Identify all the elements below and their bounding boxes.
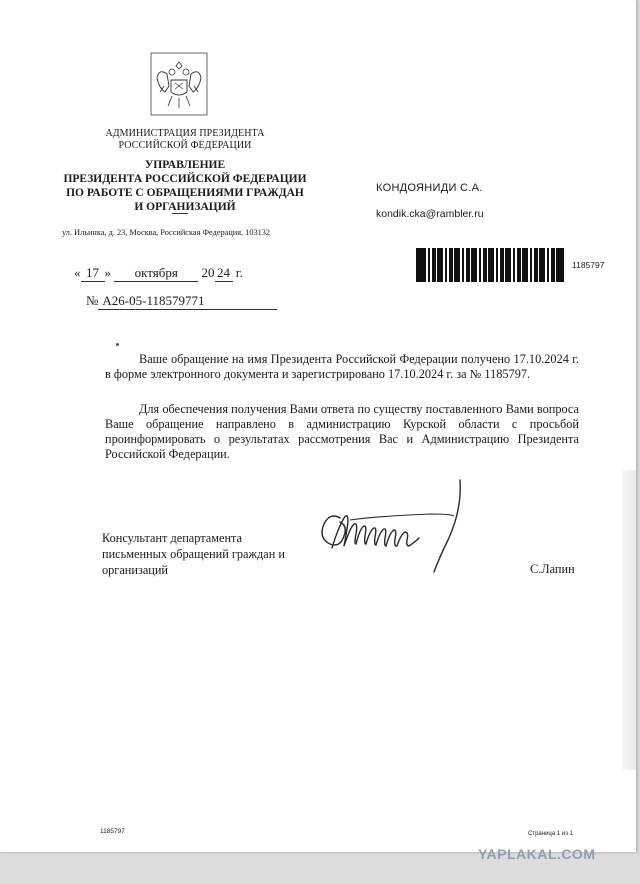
administration-name	[100, 128, 270, 152]
date-quote-close: »	[104, 265, 111, 280]
coat-of-arms-emblem-icon	[150, 52, 208, 116]
page-edge-shadow	[622, 470, 636, 770]
registration-prefix: №	[86, 293, 99, 308]
body-paragraph: Для обеспечения получения Вами ответа по существу поставленного Вами вопроса Ваше обращение направлено в администрацию Курской области с просьбой проинформировать о результатах рассмотрения Вас и Администрацию Президента Российской Федерации.	[105, 402, 579, 461]
signer-title-line: Консультант департамента	[102, 531, 243, 545]
signer-name: С.Лапин	[530, 562, 575, 576]
admin-line: РОССИЙСКОЙ ФЕДЕРАЦИИ	[118, 140, 252, 151]
barcode-icon	[416, 248, 564, 282]
site-watermark: YAPLAKAL.COM	[478, 846, 596, 862]
date-quote-open: «	[74, 265, 81, 280]
ink-dot	[116, 343, 119, 346]
handwritten-signature-icon	[310, 474, 480, 578]
dept-line: УПРАВЛЕНИЕ	[144, 159, 226, 171]
registration-number	[86, 293, 277, 310]
recipient-email: kondik.cka@rambler.ru	[376, 208, 484, 220]
registration-value: А26-05-118579771	[98, 293, 277, 310]
department-name	[60, 158, 310, 214]
signer-title-line: письменных обращений граждан и	[102, 547, 285, 561]
sender-address: ул. Ильинка, д. 23, Москва, Российская Федерация, 103132	[62, 228, 271, 237]
footer-document-id: 1185797	[100, 828, 125, 835]
body-paragraph: Ваше обращение на имя Президента Российской Федерации получено 17.10.2024 г. в форме электронного документа и зарегистрировано 17.10.2024 г. за № 1185797.	[105, 352, 579, 381]
dept-line: ПО РАБОТЕ С ОБРАЩЕНИЯМИ ГРАЖДАН	[66, 187, 304, 199]
header-divider	[172, 213, 188, 214]
date-year-mark: г.	[235, 265, 243, 280]
dept-line: ПРЕЗИДЕНТА РОССИЙСКОЙ ФЕДЕРАЦИИ	[63, 173, 307, 185]
date-year-suffix: 24	[215, 265, 233, 282]
date-month: октября	[114, 265, 198, 282]
signer-title-line: организаций	[102, 563, 169, 577]
recipient-name: КОНДОЯНИДИ С.А.	[376, 182, 483, 194]
letter-date	[74, 265, 243, 282]
signer-title	[102, 530, 322, 578]
date-year-prefix: 20	[201, 265, 215, 280]
admin-line: АДМИНИСТРАЦИЯ ПРЕЗИДЕНТА	[105, 128, 265, 139]
date-day: 17	[81, 265, 105, 282]
footer-page-number: Страница 1 из 1	[528, 831, 573, 837]
dept-line: И ОРГАНИЗАЦИЙ	[134, 201, 236, 213]
barcode-number: 1185797	[572, 260, 605, 270]
